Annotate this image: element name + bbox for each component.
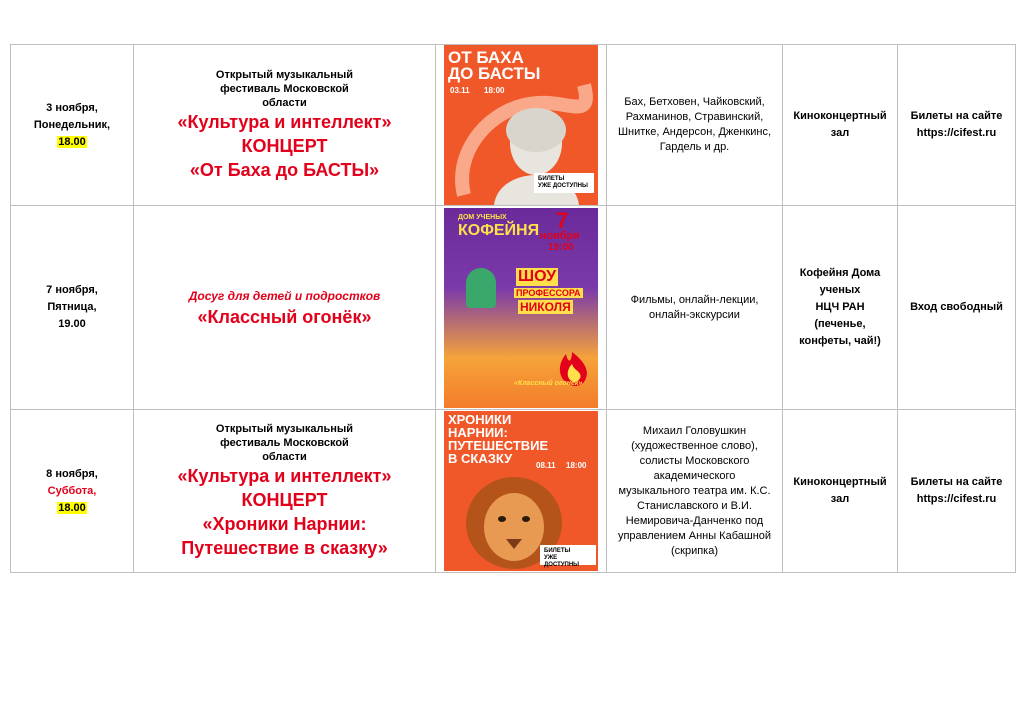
event-time: 19.00 xyxy=(58,318,86,330)
poster-title-4: В СКАЗКУ xyxy=(448,451,513,466)
venue-cell xyxy=(783,45,898,206)
tickets-label: Билеты на сайте xyxy=(910,110,1003,122)
poster-cell xyxy=(436,206,607,410)
poster-day: 7 xyxy=(556,207,569,233)
venue-line-2: ученых xyxy=(819,284,861,296)
table-row xyxy=(11,410,1016,573)
event-name: «От Баха до БАСТЫ» xyxy=(189,160,380,180)
performers-cell xyxy=(607,410,783,573)
poster-show-2: ПРОФЕССОРА xyxy=(516,287,581,298)
festival-name: Открытый музыкальный фестиваль Московской области xyxy=(215,423,354,463)
table-row xyxy=(11,45,1016,206)
venue: Киноконцертный зал xyxy=(793,476,887,505)
event-type: КОНЦЕРТ xyxy=(241,136,328,156)
poster-time: 19:00 xyxy=(548,241,574,253)
event-category: Досуг для детей и подростков xyxy=(188,288,381,303)
performers-cell xyxy=(607,206,783,410)
poster-cell xyxy=(436,410,607,573)
performers: Михаил Головушкин (художественное слово), солисты Московского академического музыкального театра им. К.С. Станиславского и В.И. Немировича-Данченко под управлением Анны Кабашной (скрипка) xyxy=(617,424,772,557)
tickets-url[interactable]: https://cifest.ru xyxy=(916,127,997,139)
festival-name: Открытый музыкальный фестиваль Московской области xyxy=(215,69,354,109)
poster-show-1: ШОУ xyxy=(518,267,557,285)
event-name-line-2: Путешествие в сказку» xyxy=(181,538,388,558)
venue-cell xyxy=(783,410,898,573)
event-cell xyxy=(134,45,436,206)
poster-date: 08.11 xyxy=(536,461,556,470)
poster-title-3: ПУТЕШЕСТВИЕ xyxy=(448,438,549,453)
date-cell xyxy=(11,206,134,410)
performers: Фильмы, онлайн-лекции, онлайн-экскурсии xyxy=(630,293,759,321)
date-cell xyxy=(11,45,134,206)
poster-title-2: ДО БАСТЫ xyxy=(448,64,541,83)
host-figure xyxy=(466,268,496,308)
badge-line-2: УЖЕ ДОСТУПНЫ xyxy=(538,183,588,189)
venue-line-5: конфеты, чай!) xyxy=(799,335,881,347)
poster-narnia xyxy=(444,411,598,571)
event-name-line-1: «Хроники Нарнии: xyxy=(202,514,367,534)
poster-date: 03.11 xyxy=(450,86,470,95)
event-weekday: Пятница, xyxy=(47,301,97,313)
venue-line-4: (печенье, xyxy=(814,318,866,330)
event-date: 8 ноября, xyxy=(46,467,98,480)
event-title: «Культура и интеллект» xyxy=(177,112,392,132)
event-date: 7 ноября, xyxy=(46,284,98,296)
poster-title-1: ОТ БАХА xyxy=(448,48,524,67)
tickets-cell xyxy=(898,45,1016,206)
event-weekday: Суббота, xyxy=(47,484,97,497)
venue-line-1: Кофейня Дома xyxy=(799,267,881,279)
venue: Киноконцертный зал xyxy=(793,110,887,139)
badge-line-1: БИЛЕТЫ xyxy=(538,176,565,182)
event-name: «Классный огонёк» xyxy=(197,306,372,327)
event-date: 3 ноября, xyxy=(46,101,98,114)
event-cell xyxy=(134,206,436,410)
poster-brand: «Классный огонёк» xyxy=(514,379,583,387)
badge-line-2: УЖЕ ДОСТУПНЫ xyxy=(544,555,580,568)
tickets-cell xyxy=(898,410,1016,573)
performers-cell xyxy=(607,45,783,206)
event-type: КОНЦЕРТ xyxy=(241,490,328,510)
venue-cell xyxy=(783,206,898,410)
event-time: 18.00 xyxy=(58,501,86,514)
date-cell xyxy=(11,410,134,573)
event-time: 18.00 xyxy=(58,135,86,148)
poster-show-3: НИКОЛЯ xyxy=(520,299,571,314)
poster-time: 18:00 xyxy=(566,461,587,470)
badge-line-1: БИЛЕТЫ xyxy=(544,548,571,554)
entry: Вход свободный xyxy=(910,301,1003,313)
venue-line-3: НЦЧ РАН xyxy=(815,301,865,313)
event-weekday: Понедельник, xyxy=(33,118,111,131)
events-table xyxy=(10,44,1016,573)
poster-cell xyxy=(436,45,607,206)
tickets-badge xyxy=(534,173,594,193)
tickets-badge xyxy=(540,545,596,568)
poster-bach-basta xyxy=(444,45,598,205)
poster-title-1: ХРОНИКИ xyxy=(448,412,512,427)
poster-title: КОФЕЙНЯ xyxy=(458,221,540,239)
table-row xyxy=(11,206,1016,410)
entry-cell xyxy=(898,206,1016,410)
poster-header: ДОМ УЧЕНЫХ xyxy=(458,213,507,221)
poster-title-2: НАРНИИ: xyxy=(448,425,508,440)
performers: Бах, Бетховен, Чайковский, Рахманинов, Стравинский, Шнитке, Андерсон, Дженкинс, Гардель и др. xyxy=(617,96,772,153)
tickets-url[interactable]: https://cifest.ru xyxy=(916,493,997,505)
tickets-label: Билеты на сайте xyxy=(910,476,1003,488)
poster-coffee-house xyxy=(444,208,598,408)
poster-month: ноября xyxy=(540,229,580,242)
event-title: «Культура и интеллект» xyxy=(177,466,392,486)
poster-time: 18:00 xyxy=(484,86,505,95)
event-cell xyxy=(134,410,436,573)
